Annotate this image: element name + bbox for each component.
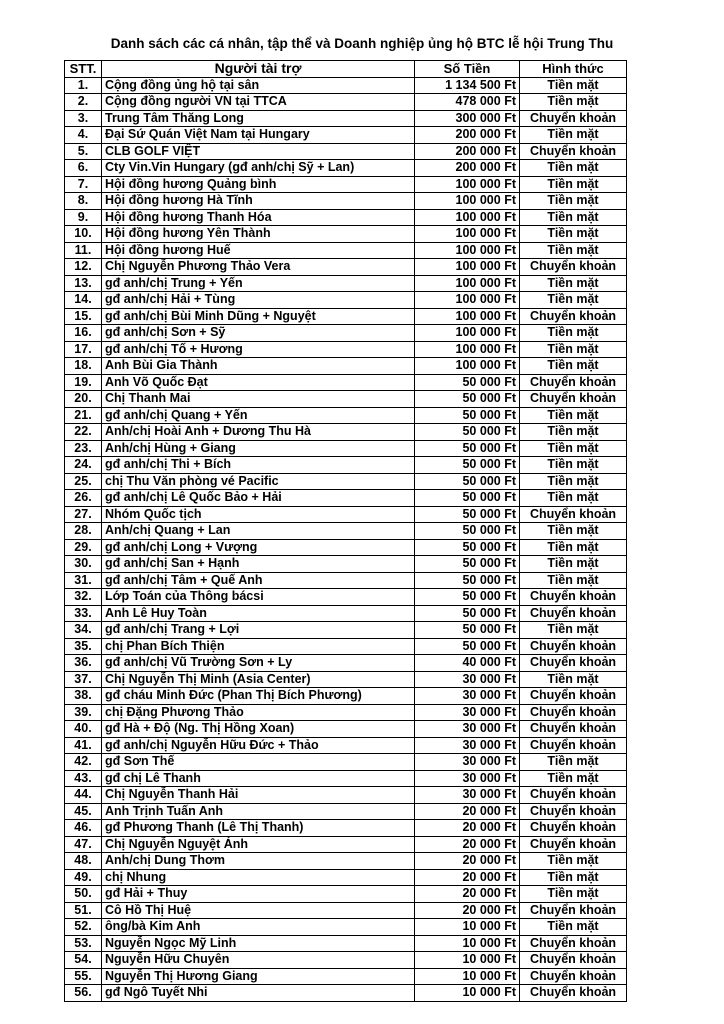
payment-form: Chuyển khoản [520,143,627,160]
donor-name: Anh Trịnh Tuấn Anh [102,803,415,820]
row-number: 25. [65,473,102,490]
donation-amount: 40 000 Ft [415,655,520,672]
donation-amount: 50 000 Ft [415,473,520,490]
payment-form: Tiền mặt [520,457,627,474]
payment-form: Chuyển khoản [520,259,627,276]
row-number: 45. [65,803,102,820]
row-number: 26. [65,490,102,507]
row-number: 22. [65,424,102,441]
donation-amount: 100 000 Ft [415,308,520,325]
row-number: 20. [65,391,102,408]
payment-form: Tiền mặt [520,473,627,490]
donor-name: Lớp Toán của Thông bácsi [102,589,415,606]
donation-amount: 10 000 Ft [415,935,520,952]
table-row [65,787,627,804]
row-number: 24. [65,457,102,474]
row-number: 37. [65,671,102,688]
donor-name: Chị Thanh Mai [102,391,415,408]
donor-name: Chị Nguyễn Thị Minh (Asia Center) [102,671,415,688]
donor-name: Chị Nguyễn Nguyệt Ánh [102,836,415,853]
payment-form: Chuyển khoản [520,655,627,672]
table-row [65,556,627,573]
row-number: 6. [65,160,102,177]
payment-form: Chuyển khoản [520,935,627,952]
table-row [65,935,627,952]
payment-form: Chuyển khoản [520,374,627,391]
donor-name: Hội đồng hương Hà Tĩnh [102,193,415,210]
table-row [65,754,627,771]
table-row [65,869,627,886]
payment-form: Tiền mặt [520,440,627,457]
payment-form: Chuyển khoản [520,985,627,1002]
table-row [65,952,627,969]
donor-name: gđ Phương Thanh (Lê Thị Thanh) [102,820,415,837]
row-number: 35. [65,638,102,655]
donation-amount: 50 000 Ft [415,539,520,556]
payment-form: Tiền mặt [520,77,627,94]
donation-amount: 100 000 Ft [415,226,520,243]
table-row [65,506,627,523]
payment-form: Tiền mặt [520,572,627,589]
payment-form: Tiền mặt [520,671,627,688]
payment-form: Tiền mặt [520,886,627,903]
table-row [65,209,627,226]
donation-amount: 50 000 Ft [415,424,520,441]
payment-form: Tiền mặt [520,754,627,771]
payment-form: Tiền mặt [520,209,627,226]
donation-amount: 50 000 Ft [415,556,520,573]
payment-form: Tiền mặt [520,556,627,573]
donor-name: Anh/chị Quang + Lan [102,523,415,540]
donation-amount: 50 000 Ft [415,440,520,457]
donation-amount: 50 000 Ft [415,374,520,391]
donor-name: Chị Nguyễn Phương Thảo Vera [102,259,415,276]
page-title: Danh sách các cá nhân, tập thể và Doanh nghiệp ủng hộ BTC lễ hội Trung Thu [110,36,614,51]
donor-name: Nguyễn Thị Hương Giang [102,968,415,985]
row-number: 51. [65,902,102,919]
payment-form: Chuyển khoản [520,110,627,127]
donation-amount: 50 000 Ft [415,638,520,655]
row-number: 10. [65,226,102,243]
donor-name: gđ anh/chị Vũ Trường Sơn + Ly [102,655,415,672]
row-number: 55. [65,968,102,985]
donor-name: gđ anh/chị Thi + Bích [102,457,415,474]
donation-amount: 10 000 Ft [415,919,520,936]
table-row [65,803,627,820]
donation-amount: 100 000 Ft [415,325,520,342]
payment-form: Chuyển khoản [520,836,627,853]
donation-amount: 100 000 Ft [415,209,520,226]
donation-amount: 30 000 Ft [415,704,520,721]
table-row [65,523,627,540]
donor-name: Anh/chị Hoài Anh + Dương Thu Hà [102,424,415,441]
donor-name: gđ anh/chị Hải + Tùng [102,292,415,309]
row-number: 19. [65,374,102,391]
payment-form: Chuyển khoản [520,737,627,754]
row-number: 4. [65,127,102,144]
table-row [65,143,627,160]
payment-form: Tiền mặt [520,523,627,540]
row-number: 31. [65,572,102,589]
donor-name: chị Thu Văn phòng vé Pacific [102,473,415,490]
payment-form: Tiền mặt [520,292,627,309]
payment-form: Tiền mặt [520,490,627,507]
donor-name: gđ anh/chị Quang + Yến [102,407,415,424]
donor-name: gđ anh/chị Long + Vượng [102,539,415,556]
donation-amount: 20 000 Ft [415,886,520,903]
row-number: 33. [65,605,102,622]
donation-amount: 20 000 Ft [415,869,520,886]
row-number: 5. [65,143,102,160]
row-number: 41. [65,737,102,754]
donation-amount: 50 000 Ft [415,589,520,606]
donor-name: gđ anh/chị Trung + Yến [102,275,415,292]
donor-table [64,60,627,1002]
row-number: 50. [65,886,102,903]
table-row [65,127,627,144]
row-number: 3. [65,110,102,127]
table-row [65,275,627,292]
donor-name: Cộng đồng người VN tại TTCA [102,94,415,111]
payment-form: Chuyển khoản [520,688,627,705]
payment-form: Tiền mặt [520,160,627,177]
table-body [65,77,627,1001]
table-row [65,242,627,259]
table-row [65,325,627,342]
row-number: 39. [65,704,102,721]
payment-form: Tiền mặt [520,358,627,375]
donation-amount: 100 000 Ft [415,275,520,292]
row-number: 8. [65,193,102,210]
donor-name: chị Đặng Phương Thảo [102,704,415,721]
payment-form: Tiền mặt [520,853,627,870]
payment-form: Tiền mặt [520,919,627,936]
table-row [65,407,627,424]
row-number: 15. [65,308,102,325]
donor-name: Cô Hồ Thị Huệ [102,902,415,919]
payment-form: Tiền mặt [520,127,627,144]
row-number: 38. [65,688,102,705]
donation-amount: 100 000 Ft [415,193,520,210]
table-row [65,836,627,853]
row-number: 27. [65,506,102,523]
row-number: 1. [65,77,102,94]
table-row [65,770,627,787]
donation-amount: 30 000 Ft [415,688,520,705]
table-row [65,160,627,177]
donation-amount: 300 000 Ft [415,110,520,127]
table-row [65,226,627,243]
donation-amount: 200 000 Ft [415,127,520,144]
row-number: 52. [65,919,102,936]
table-row [65,902,627,919]
payment-form: Tiền mặt [520,770,627,787]
donation-amount: 30 000 Ft [415,737,520,754]
donation-amount: 100 000 Ft [415,242,520,259]
table-row [65,374,627,391]
table-row [65,721,627,738]
table-row [65,539,627,556]
column-header-stt: STT. [65,61,102,78]
row-number: 21. [65,407,102,424]
donor-name: Nguyễn Hữu Chuyên [102,952,415,969]
row-number: 12. [65,259,102,276]
donation-amount: 50 000 Ft [415,457,520,474]
donor-name: gđ anh/chị Sơn + Sỹ [102,325,415,342]
table-row [65,968,627,985]
donor-name: Hội đồng hương Yên Thành [102,226,415,243]
payment-form: Tiền mặt [520,869,627,886]
table-row [65,193,627,210]
donor-name: chị Nhung [102,869,415,886]
donor-name: gđ anh/chị Tâm + Quế Anh [102,572,415,589]
row-number: 18. [65,358,102,375]
table-row [65,704,627,721]
donor-name: chị Phan Bích Thiện [102,638,415,655]
donor-name: gđ chị Lê Thanh [102,770,415,787]
row-number: 2. [65,94,102,111]
row-number: 48. [65,853,102,870]
row-number: 36. [65,655,102,672]
donation-amount: 1 134 500 Ft [415,77,520,94]
payment-form: Tiền mặt [520,539,627,556]
donor-name: Anh/chị Hùng + Giang [102,440,415,457]
donation-amount: 50 000 Ft [415,407,520,424]
table-row [65,77,627,94]
donation-amount: 200 000 Ft [415,160,520,177]
donation-amount: 478 000 Ft [415,94,520,111]
donation-amount: 10 000 Ft [415,968,520,985]
donation-amount: 50 000 Ft [415,506,520,523]
row-number: 32. [65,589,102,606]
row-number: 43. [65,770,102,787]
row-number: 23. [65,440,102,457]
donor-name: gđ anh/chị Tố + Hương [102,341,415,358]
payment-form: Chuyển khoản [520,787,627,804]
table-row [65,638,627,655]
column-header-form: Hình thức [520,61,627,78]
donor-name: gđ anh/chị San + Hạnh [102,556,415,573]
row-number: 17. [65,341,102,358]
donation-amount: 200 000 Ft [415,143,520,160]
payment-form: Tiền mặt [520,341,627,358]
donation-amount: 100 000 Ft [415,341,520,358]
table-row [65,457,627,474]
row-number: 44. [65,787,102,804]
donation-amount: 30 000 Ft [415,754,520,771]
donor-name: Chị Nguyễn Thanh Hải [102,787,415,804]
donor-name: Nguyễn Ngọc Mỹ Linh [102,935,415,952]
table-row [65,820,627,837]
donor-name: Hội đồng hương Huế [102,242,415,259]
table-row [65,308,627,325]
donation-amount: 100 000 Ft [415,358,520,375]
payment-form: Tiền mặt [520,226,627,243]
table-row [65,886,627,903]
donation-amount: 30 000 Ft [415,770,520,787]
donation-amount: 50 000 Ft [415,605,520,622]
table-row [65,919,627,936]
donation-amount: 30 000 Ft [415,671,520,688]
row-number: 29. [65,539,102,556]
payment-form: Chuyển khoản [520,605,627,622]
payment-form: Chuyển khoản [520,308,627,325]
donation-amount: 20 000 Ft [415,803,520,820]
table-row [65,424,627,441]
table-row [65,292,627,309]
donor-name: gđ anh/chị Lê Quốc Bảo + Hải [102,490,415,507]
table-row [65,688,627,705]
donor-name: Trung Tâm Thăng Long [102,110,415,127]
row-number: 46. [65,820,102,837]
row-number: 54. [65,952,102,969]
row-number: 34. [65,622,102,639]
payment-form: Tiền mặt [520,94,627,111]
payment-form: Chuyển khoản [520,589,627,606]
payment-form: Tiền mặt [520,242,627,259]
column-header-amount: Số Tiền [415,61,520,78]
row-number: 28. [65,523,102,540]
donor-name: gđ anh/chị Trang + Lợi [102,622,415,639]
table-row [65,391,627,408]
table-header-row [65,61,627,78]
donor-name: Đại Sứ Quán Việt Nam tại Hungary [102,127,415,144]
donor-name: Anh Võ Quốc Đạt [102,374,415,391]
row-number: 13. [65,275,102,292]
row-number: 14. [65,292,102,309]
payment-form: Chuyển khoản [520,391,627,408]
donor-name: Anh/chị Dung Thơm [102,853,415,870]
donation-amount: 20 000 Ft [415,836,520,853]
row-number: 11. [65,242,102,259]
row-number: 42. [65,754,102,771]
table-row [65,622,627,639]
payment-form: Chuyển khoản [520,952,627,969]
donor-name: gđ anh/chị Nguyễn Hữu Đức + Thảo [102,737,415,754]
table-row [65,440,627,457]
table-row [65,94,627,111]
table-row [65,473,627,490]
donor-name: gđ cháu Minh Đức (Phan Thị Bích Phương) [102,688,415,705]
donor-name: Anh Bùi Gia Thành [102,358,415,375]
payment-form: Chuyển khoản [520,803,627,820]
payment-form: Chuyển khoản [520,638,627,655]
donor-name: gđ Hải + Thuy [102,886,415,903]
payment-form: Chuyển khoản [520,820,627,837]
donation-amount: 100 000 Ft [415,176,520,193]
table-row [65,490,627,507]
row-number: 40. [65,721,102,738]
payment-form: Tiền mặt [520,622,627,639]
row-number: 16. [65,325,102,342]
donor-name: Anh Lê Huy Toàn [102,605,415,622]
payment-form: Tiền mặt [520,193,627,210]
table-row [65,110,627,127]
donation-amount: 100 000 Ft [415,259,520,276]
payment-form: Chuyển khoản [520,902,627,919]
table-row [65,853,627,870]
donor-name: Cộng đồng ủng hộ tại sân [102,77,415,94]
row-number: 49. [65,869,102,886]
donation-amount: 50 000 Ft [415,490,520,507]
column-header-name: Người tài trợ [102,61,415,78]
payment-form: Tiền mặt [520,407,627,424]
donor-name: gđ Hà + Độ (Ng. Thị Hồng Xoan) [102,721,415,738]
table-row [65,605,627,622]
payment-form: Tiền mặt [520,275,627,292]
payment-form: Tiền mặt [520,176,627,193]
row-number: 56. [65,985,102,1002]
donation-amount: 20 000 Ft [415,853,520,870]
row-number: 9. [65,209,102,226]
payment-form: Chuyển khoản [520,968,627,985]
table-row [65,341,627,358]
donor-name: Hội đồng hương Quảng bình [102,176,415,193]
row-number: 7. [65,176,102,193]
donor-name: ông/bà Kim Anh [102,919,415,936]
table-row [65,671,627,688]
table-row [65,572,627,589]
donor-name: Hội đồng hương Thanh Hóa [102,209,415,226]
donor-name: gđ Ngô Tuyết Nhi [102,985,415,1002]
row-number: 47. [65,836,102,853]
donation-amount: 30 000 Ft [415,721,520,738]
donor-name: Nhóm Quốc tịch [102,506,415,523]
donation-amount: 50 000 Ft [415,391,520,408]
donation-amount: 10 000 Ft [415,985,520,1002]
row-number: 30. [65,556,102,573]
donation-amount: 50 000 Ft [415,523,520,540]
donation-amount: 20 000 Ft [415,902,520,919]
donor-name: gđ Sơn Thế [102,754,415,771]
table-row [65,985,627,1002]
donation-amount: 50 000 Ft [415,622,520,639]
donation-amount: 100 000 Ft [415,292,520,309]
donor-name: CLB GOLF VIỆT [102,143,415,160]
table-row [65,259,627,276]
donation-amount: 50 000 Ft [415,572,520,589]
payment-form: Chuyển khoản [520,704,627,721]
payment-form: Tiền mặt [520,325,627,342]
donation-amount: 20 000 Ft [415,820,520,837]
table-row [65,737,627,754]
payment-form: Chuyển khoản [520,506,627,523]
table-row [65,176,627,193]
table-row [65,358,627,375]
table-row [65,589,627,606]
payment-form: Tiền mặt [520,424,627,441]
row-number: 53. [65,935,102,952]
payment-form: Chuyển khoản [520,721,627,738]
donor-name: gđ anh/chị Bùi Minh Dũng + Nguyệt [102,308,415,325]
donation-amount: 10 000 Ft [415,952,520,969]
donor-name: Cty Vin.Vin Hungary (gđ anh/chị Sỹ + Lan) [102,160,415,177]
table-row [65,655,627,672]
donation-amount: 30 000 Ft [415,787,520,804]
